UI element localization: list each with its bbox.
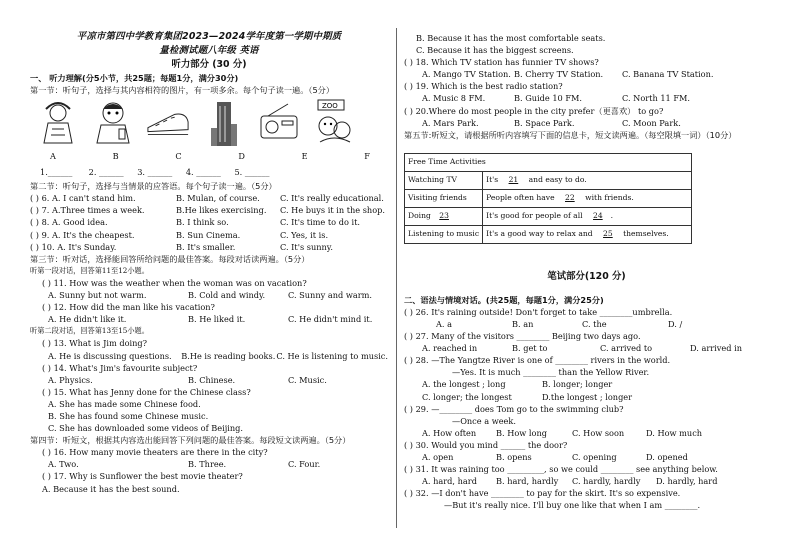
- q27-option-b: B. get to: [512, 343, 548, 354]
- question-18-options: [404, 68, 769, 80]
- q16-option-a: A. Two.: [48, 459, 79, 470]
- question-6: [30, 192, 388, 204]
- q20-option-b: B. Space Park.: [514, 117, 575, 128]
- question-32: ( ) 32. —I don't have ________ to pay for the skirt. It's so expensive.: [404, 488, 681, 499]
- q13-option-a: A. He is discussing questions.: [48, 350, 172, 361]
- section5-instructions: 第五节:听短文，请根据所听内容填写下面的信息卡，短文读两遍。（每空限填一词）（10分）: [404, 129, 737, 140]
- q29-option-b: B. How long: [496, 427, 547, 438]
- written-title: 笔试部分(120 分): [547, 270, 626, 282]
- q31-option-b: B. hard, hardly: [496, 476, 559, 487]
- q10-option-b: B. It's smaller.: [176, 241, 236, 252]
- q13-option-c: C. He is listening to music.: [276, 350, 388, 361]
- question-26-options: [404, 318, 769, 330]
- q16-option-b: B. Three.: [188, 459, 227, 470]
- q7-option-a: ( ) 7. A.Three times a week.: [30, 205, 145, 216]
- question-31: ( ) 31. It was raining too _________, so we could ________ see anything below.: [404, 464, 718, 475]
- question-11-options: [30, 289, 388, 301]
- activity-label: Listening to music: [405, 225, 483, 243]
- exam-title-line2: 量检测试题八年级 英语: [159, 45, 259, 56]
- answer-blanks: [30, 166, 388, 180]
- picture-row: [36, 98, 356, 150]
- section1-instructions: 第一节：听句子，选择与其内容相符的图片，有一项多余。每个句子读一遍。（5分）: [30, 85, 335, 96]
- question-29: ( ) 29. —________ does Tom go to the swimming club?: [404, 403, 624, 414]
- info-card-table: [404, 153, 692, 244]
- question-10: [30, 241, 388, 253]
- q28-option-c: C. longer; the longest: [422, 391, 512, 402]
- q31-option-a: A. hard, hard: [422, 476, 477, 487]
- blank-23[interactable]: 23: [439, 211, 449, 221]
- section2-instructions: 第二节：听句子，选择与当情景的应答语。每个句子读一遍。（5分）: [30, 181, 277, 192]
- activity-detail: It's 21 and easy to do.: [483, 171, 692, 189]
- question-28: ( ) 28. —The Yangtze River is one of ________ rivers in the world.: [404, 355, 671, 366]
- q17-option-b: B. Because it has the most comfortable seats.: [416, 33, 606, 43]
- q30-option-c: C. opening: [572, 451, 617, 462]
- picture-letter: C: [175, 151, 182, 162]
- q26-option-a: A. a: [436, 318, 452, 329]
- question-9: [30, 229, 388, 241]
- question-27: ( ) 27. Many of the visitors ________ Beijing two days ago.: [404, 331, 641, 342]
- table-row: [405, 189, 692, 207]
- table-row: [405, 207, 692, 225]
- question-30: ( ) 30. Would you mind ______ the door?: [404, 439, 568, 450]
- q11-option-a: A. Sunny but not warm.: [48, 290, 147, 301]
- q11-option-c: C. Sunny and warm.: [288, 290, 373, 301]
- zoo-animals-icon: [312, 98, 356, 146]
- question-11: ( ) 11. How was the weather when the woman was on vacation?: [42, 277, 307, 288]
- answer-blank[interactable]: 2. ______: [88, 167, 124, 178]
- picture-letter: A: [50, 151, 56, 162]
- q20-option-c: C. Moon Park.: [622, 117, 681, 128]
- question-18: ( ) 18. Which TV station has funnier TV shows?: [404, 57, 599, 68]
- q28-option-b: B. longer; longer: [542, 379, 613, 390]
- question-8: [30, 216, 388, 228]
- question-28-options-2: [404, 391, 769, 403]
- q19-option-c: C. North 11 FM.: [622, 93, 691, 104]
- section4-instructions: 第四节：听短文，根据其内容选出能回答下列问题的最佳答案。每段短文读两遍。（5分）: [30, 435, 351, 446]
- conversation2-note: 听第二段对话，回答第13至15小题。: [30, 326, 149, 336]
- question-20: ( ) 20.Where do most people in the city prefer（更喜欢） to go?: [404, 105, 664, 116]
- question-31-options: [404, 475, 769, 487]
- question-20-options: [404, 117, 769, 129]
- question-13-options: [30, 350, 388, 362]
- question-19-options: [404, 92, 769, 104]
- q26-option-d: D. /: [668, 318, 683, 329]
- right-column: [404, 32, 769, 511]
- q12-option-a: A. He didn't like it.: [48, 314, 127, 325]
- q14-option-c: C. Music.: [288, 374, 327, 385]
- question-16-options: [30, 458, 388, 470]
- high-speed-train-icon: [146, 98, 190, 146]
- blank-22[interactable]: 22: [565, 193, 575, 203]
- blank-24[interactable]: 24: [592, 211, 603, 221]
- answer-blank[interactable]: 1.______: [40, 167, 73, 178]
- q6-option-c: C. It's really educational.: [280, 193, 384, 204]
- q30-option-d: D. opened: [646, 451, 688, 462]
- info-card-header: Free Time Activities: [405, 153, 692, 171]
- q17-option-c: C. Because it has the biggest screens.: [416, 45, 574, 56]
- q19-option-b: B. Guide 10 FM.: [514, 93, 583, 104]
- listening-title: 听力部分 (30 分): [171, 59, 247, 70]
- q18-option-b: B. Cherry TV Station.: [514, 69, 604, 80]
- picture-letter: D: [238, 151, 245, 162]
- q29-option-c: C. How soon: [572, 427, 625, 438]
- q15-option-b: B. She has found some Chinese music.: [48, 410, 209, 421]
- q28-option-d: D.the longest ; longer: [542, 391, 633, 402]
- question-12: ( ) 12. How did the man like his vacation?: [42, 302, 215, 313]
- activity-label: Visiting friends: [405, 189, 483, 207]
- q18-option-a: A. Mango TV Station.: [422, 69, 511, 80]
- question-15: ( ) 15. What has Jenny done for the Chinese class?: [42, 386, 251, 397]
- q31-option-c: C. hardly, hardly: [572, 476, 641, 487]
- question-14-options: [30, 374, 388, 386]
- answer-blank[interactable]: 4. ______: [185, 167, 221, 178]
- q6-option-b: B. Mulan, of course.: [176, 193, 260, 204]
- question-27-options: [404, 342, 769, 354]
- activity-detail: It's good for people of all 24 .: [483, 207, 692, 225]
- q15-option-a: A. She has made some Chinese food.: [48, 398, 201, 409]
- blank-21[interactable]: 21: [508, 175, 519, 185]
- q8-option-b: B. I think so.: [176, 217, 229, 228]
- table-row: [405, 225, 692, 243]
- q8-option-a: ( ) 8. A. Good idea.: [30, 217, 108, 228]
- q26-option-c: C. the: [582, 318, 607, 329]
- q12-option-c: C. He didn't mind it.: [288, 314, 373, 325]
- q7-option-b: B.He likes exercising.: [176, 205, 267, 216]
- q16-option-c: C. Four.: [288, 459, 321, 470]
- question-19: ( ) 19. Which is the best radio station?: [404, 81, 563, 92]
- question-12-options: [30, 313, 388, 325]
- activity-label: Watching TV: [405, 171, 483, 189]
- q20-option-a: A. Mars Park.: [422, 117, 479, 128]
- question-29-options: [404, 427, 769, 439]
- q9-option-c: C. Yes, it is.: [280, 229, 329, 240]
- q9-option-a: ( ) 9. A. It's the cheapest.: [30, 229, 135, 240]
- blank-25[interactable]: 25: [603, 229, 613, 239]
- scientist-icon: [91, 98, 135, 146]
- q11-option-b: B. Cold and windy.: [188, 290, 266, 301]
- q18-option-c: C. Banana TV Station.: [622, 69, 714, 80]
- picture-letter: F: [364, 151, 370, 162]
- radio-icon: [257, 98, 301, 146]
- q29-option-d: D. How much: [646, 427, 703, 438]
- q26-option-b: B. an: [512, 318, 534, 329]
- q7-option-c: C. He buys it in the shop.: [280, 205, 385, 216]
- question-16: ( ) 16. How many movie theaters are there in the city?: [42, 447, 268, 458]
- q10-option-a: ( ) 10. A. It's Sunday.: [30, 241, 117, 252]
- question-32-reply: —But it's really nice. I'll buy one like that when I am ________.: [444, 500, 701, 511]
- q17-option-a: A. Because it has the best sound.: [42, 483, 180, 494]
- q19-option-a: A. Music 8 FM.: [422, 93, 486, 104]
- question-28-reply: —Yes. It is much ________ than the Yellow River.: [452, 367, 650, 378]
- picture-letter: E: [301, 151, 308, 162]
- table-row: [405, 171, 692, 189]
- q27-option-c: C. arrived to: [600, 343, 653, 354]
- exam-title: 平凉市第四中学教育集团2023—2024学年度第一学期中期质: [76, 31, 342, 42]
- activity-detail: People often have 22 with friends.: [483, 189, 692, 207]
- activity-detail: It's a good way to relax and 25 themselves.: [483, 225, 692, 243]
- q13-option-b: B.He is reading books.: [181, 350, 276, 361]
- answer-blank[interactable]: 5. ______: [234, 167, 270, 178]
- part1-heading: 一、 听力理解(分5小节，共25题；每题1分，满分30分): [30, 73, 239, 83]
- q10-option-c: C. It's sunny.: [280, 241, 333, 252]
- activity-label: Doing 23: [405, 207, 483, 225]
- conversation1-note: 听第一段对话，回答第11至12小题。: [30, 265, 149, 275]
- question-13: ( ) 13. What is Jim doing?: [42, 338, 148, 349]
- column-divider: [396, 28, 397, 528]
- svg-text:ZOO: ZOO: [321, 102, 338, 111]
- question-26: ( ) 26. It's raining outside! Don't forget to take ________umbrella.: [404, 306, 673, 317]
- left-column: [30, 30, 388, 495]
- picture-letter: B: [112, 151, 119, 162]
- q14-option-a: A. Physics.: [48, 374, 93, 385]
- picture-letters: [50, 150, 370, 164]
- question-28-options-1: [404, 378, 769, 390]
- q14-option-b: B. Chinese.: [188, 374, 236, 385]
- opera-figure-icon: [36, 98, 80, 146]
- question-14: ( ) 14. What's Jim's favourite subject?: [42, 362, 198, 373]
- q31-option-d: D. hardly, hard: [656, 476, 718, 487]
- q30-option-b: B. opens: [496, 451, 532, 462]
- question-7: [30, 204, 388, 216]
- answer-blank[interactable]: 3. ______: [137, 167, 173, 178]
- q30-option-a: A. open: [422, 451, 454, 462]
- question-29-reply: —Once a week.: [452, 415, 516, 426]
- q27-option-a: A. reached in: [422, 343, 478, 354]
- q8-option-c: C. It's time to do it.: [280, 217, 360, 228]
- question-17: ( ) 17. Why is Sunflower the best movie theater?: [42, 471, 243, 482]
- q9-option-b: B. Sun Cinema.: [176, 229, 241, 240]
- skyscraper-icon: [202, 98, 246, 146]
- q15-option-c: C. She has downloaded some videos of Beijing.: [48, 423, 244, 434]
- q27-option-d: D. arrived in: [690, 343, 743, 354]
- q12-option-b: B. He liked it.: [188, 314, 246, 325]
- question-30-options: [404, 451, 769, 463]
- q6-option-a: ( ) 6. A. I can't stand him.: [30, 193, 136, 204]
- section3-instructions: 第三节：听对话，选择能回答所给问题的最佳答案。每段对话读两遍。（5分）: [30, 253, 310, 264]
- q29-option-a: A. How often: [422, 427, 477, 438]
- q28-option-a: A. the longest ; long: [422, 379, 506, 390]
- part2-heading: 二、语法与情境对话。(共25题，每题1分，满分25分): [404, 294, 604, 305]
